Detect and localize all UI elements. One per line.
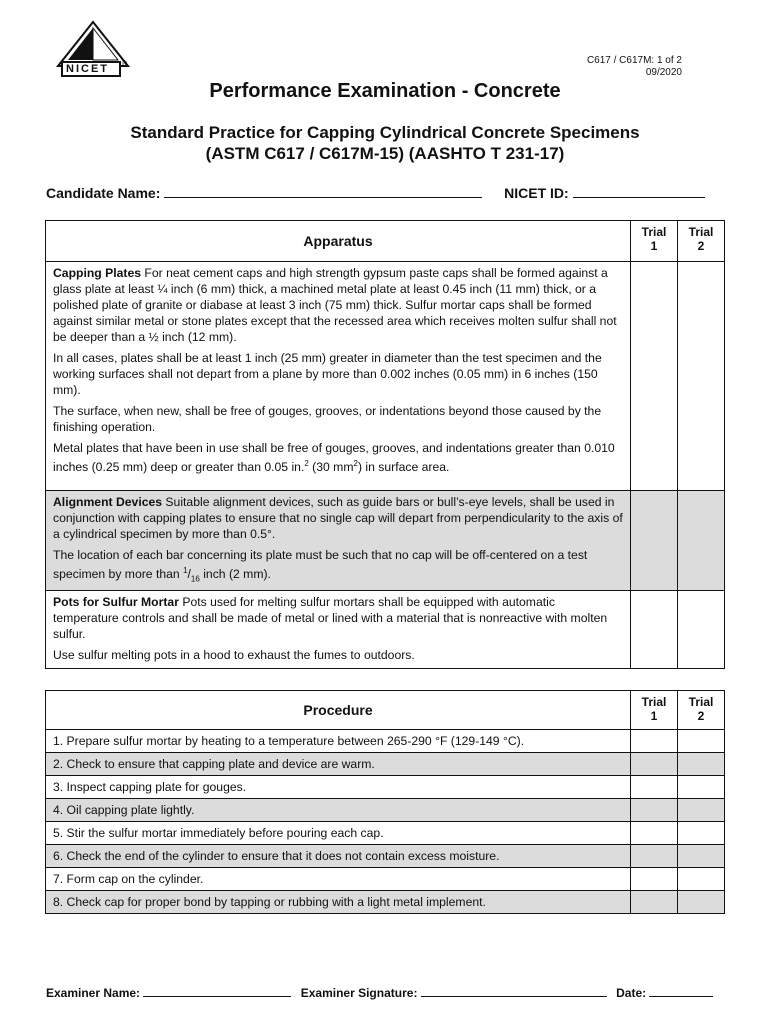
alignment-trial2-box[interactable] <box>678 491 725 591</box>
capping-text-3: The surface, when new, shall be free of gouges, grooves, or indentations beyond those caused by the finishing operation. <box>53 404 602 434</box>
proc-trial1-header: Trial 1 <box>631 691 678 730</box>
apparatus-table <box>45 220 725 669</box>
alignment-title: Alignment Devices <box>53 495 163 509</box>
procedure-step: 8. Check cap for proper bond by tapping or rubbing with a light metal implement. <box>46 891 631 914</box>
pots-trial1-box[interactable] <box>631 590 678 668</box>
capping-title: Capping Plates <box>53 266 142 280</box>
pots-text: Pots used for melting sulfur mortars shall be equipped with automatic temperature controls and shall be made of metal or lined with a material that is nonreactive with molten sulfur. <box>53 594 608 641</box>
candidate-row <box>46 185 726 201</box>
step4-trial2-box[interactable] <box>678 799 725 822</box>
step8-trial1-box[interactable] <box>631 891 678 914</box>
step4-trial1-box[interactable] <box>631 799 678 822</box>
step8-trial2-box[interactable] <box>678 891 725 914</box>
procedure-step: 4. Oil capping plate lightly. <box>46 799 631 822</box>
doc-code-line1: C617 / C617M: 1 of 2 <box>586 55 682 66</box>
step5-trial1-box[interactable] <box>631 822 678 845</box>
step6-trial2-box[interactable] <box>678 845 725 868</box>
logo-text: NICET <box>66 63 109 75</box>
step6-trial1-box[interactable] <box>631 845 678 868</box>
examiner-signature-label: Examiner Signature: <box>300 986 418 1000</box>
apparatus-header: Apparatus <box>46 221 631 262</box>
proc-trial2-header: Trial 2 <box>678 691 725 730</box>
subtitle-line2: (ASTM C617 / C617M-15) (AASHTO T 231-17) <box>205 144 565 163</box>
capping-text-2: In all cases, plates shall be at least 1 inch (25 mm) greater in diameter than the test specimen and the working surfaces shall not depart from a plane by more than 0.002 inches (0.05 mm) in 6 inches (150 mm). <box>53 351 602 397</box>
procedure-table <box>45 690 725 914</box>
step1-trial1-box[interactable] <box>631 730 678 753</box>
alignment-trial1-box[interactable] <box>631 491 678 591</box>
date-field[interactable] <box>649 987 713 997</box>
step1-trial2-box[interactable] <box>678 730 725 753</box>
registered-mark: ® <box>122 61 128 68</box>
examiner-name-field[interactable] <box>143 987 291 997</box>
procedure-step: 1. Prepare sulfur mortar by heating to a temperature between 265-290 °F (129-149 °C). <box>46 730 631 753</box>
step3-trial2-box[interactable] <box>678 776 725 799</box>
candidate-name-label: Candidate Name: <box>46 185 161 201</box>
pots-trial2-box[interactable] <box>678 590 725 668</box>
procedure-step: 5. Stir the sulfur mortar immediately before pouring each cap. <box>46 822 631 845</box>
date-label: Date: <box>616 986 647 1000</box>
examiner-signature-field[interactable] <box>421 987 607 997</box>
alignment-text: Suitable alignment devices, such as guide bars or bull’s-eye levels, shall be used in conjunction with capping plates to ensure that no single cap will depart from perpendicularity to the axis of a cylindrical specimen by more than 0.5°. <box>53 495 623 541</box>
page-title: Performance Examination - Concrete <box>209 80 561 102</box>
page-subtitle <box>0 122 770 164</box>
doc-code-line2: 09/2020 <box>645 67 682 78</box>
trial1-header: Trial 1 <box>631 221 678 262</box>
step7-trial1-box[interactable] <box>631 868 678 891</box>
step5-trial2-box[interactable] <box>678 822 725 845</box>
procedure-header: Procedure <box>46 691 631 730</box>
nicet-logo <box>54 20 132 78</box>
examiner-name-label: Examiner Name: <box>46 986 141 1000</box>
procedure-step: 6. Check the end of the cylinder to ensure that it does not contain excess moisture. <box>46 845 631 868</box>
document-code <box>587 55 682 79</box>
capping-trial2-box[interactable] <box>678 262 725 491</box>
procedure-step: 2. Check to ensure that capping plate and device are warm. <box>46 753 631 776</box>
alignment-devices-cell <box>46 491 631 591</box>
footer-signature-row <box>46 986 736 1000</box>
trial2-header: Trial 2 <box>678 221 725 262</box>
pots-title: Pots for Sulfur Mortar <box>53 594 179 609</box>
alignment-text-2: The location of each bar concerning its plate must be such that no cap will be off-centered on a test specimen by more than $^1/_{16}$ inch (2 mm). <box>53 548 588 584</box>
procedure-step: 7. Form cap on the cylinder. <box>46 868 631 891</box>
pots-text-2: Use sulfur melting pots in a hood to exhaust the fumes to outdoors. <box>53 647 415 662</box>
capping-text: For neat cement caps and high strength gypsum paste caps shall be formed against a glass plate at least ¼ inch (6 mm) thick, a machined metal plate at least 0.45 inch (11 mm) thick, or a polished plate of granite or diabase at least 3 inch (75 mm) thick. Sulfur mortar caps shall be formed against similar metal or stone plates except that the recessed area which receives molten sulfur shall not be deeper than a ½ inch (12 mm). <box>53 266 617 344</box>
step2-trial2-box[interactable] <box>678 753 725 776</box>
capping-trial1-box[interactable] <box>631 262 678 491</box>
step7-trial2-box[interactable] <box>678 868 725 891</box>
nicet-id-label: NICET ID: <box>504 185 569 201</box>
nicet-id-field[interactable] <box>573 186 705 198</box>
subtitle-line1: Standard Practice for Capping Cylindrical Concrete Specimens <box>130 123 640 142</box>
capping-plates-cell <box>46 262 631 491</box>
step2-trial1-box[interactable] <box>631 753 678 776</box>
capping-text-4: Metal plates that have been in use shall be free of gouges, grooves, and indentations greater than 0.010 inches (0.25 mm) deep or greater than 0.05 in.$^2$ (30 $mm^2$) in surface area. <box>53 441 615 475</box>
pots-cell <box>46 590 631 668</box>
step3-trial1-box[interactable] <box>631 776 678 799</box>
procedure-step: 3. Inspect capping plate for gouges. <box>46 776 631 799</box>
candidate-name-field[interactable] <box>164 186 482 198</box>
